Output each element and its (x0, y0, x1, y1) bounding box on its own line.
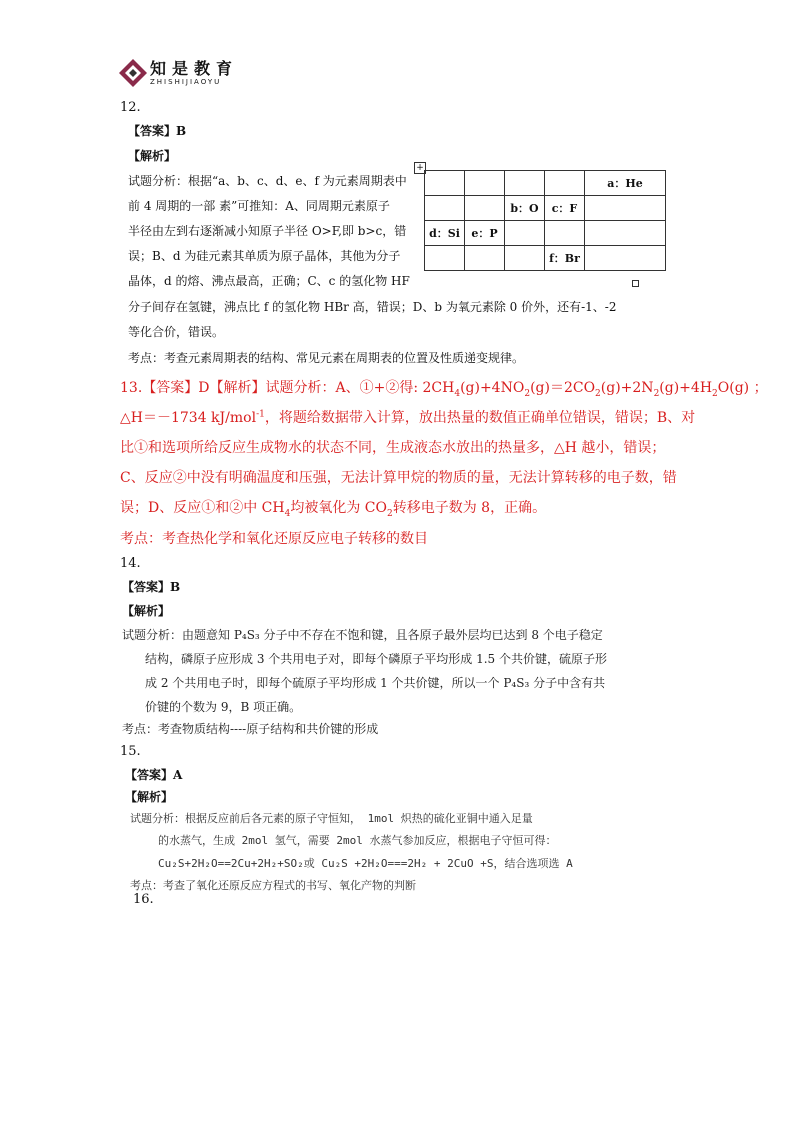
q12-line: 半径由左到右逐渐减小知原子半径 O>F,即 b>c，错 (128, 224, 407, 238)
table-cell (465, 246, 505, 271)
q13-line: 误；D、反应①和②中 $CH_4$均被氧化为 $CO_2$转移电子数为 8，正确。 (120, 500, 547, 519)
table-cell (585, 221, 666, 246)
table-cell (465, 196, 505, 221)
q12-kaodian: 考点：考查元素周期表的结构、常见元素在周期表的位置及性质递变规律。 (128, 351, 525, 365)
table-cell (505, 221, 545, 246)
q15-line: Cu₂S+2H₂O==2Cu+2H₂+SO₂或 Cu₂S +2H₂O===2H₂ + 2CuO +S，结合选项选 A (158, 857, 573, 870)
table-cell (545, 221, 585, 246)
table-cell: f：Br (545, 246, 585, 271)
q15-answer: 【答案】A (125, 768, 183, 782)
q12-line: 晶体，d 的熔、沸点最高，正确；C、c 的氢化物 HF (128, 274, 410, 288)
q14-answer: 【答案】B (122, 580, 181, 594)
q13-kaodian: 考点：考查热化学和氧化还原反应电子转移的数目 (120, 531, 428, 547)
q15-kaodian: 考点：考查了氧化还原反应方程式的书写、氧化产物的判断 (130, 879, 416, 892)
table-cell (545, 171, 585, 196)
q12-answer: 【答案】B (128, 124, 187, 138)
q12-analysis-label: 【解析】 (128, 149, 177, 163)
q13-line: 比①和选项所给反应生成物水的状态不同，生成液态水放出的热量多，△H 越小，错误； (120, 440, 666, 456)
table-resize-handle-icon[interactable] (632, 280, 639, 287)
table-cell (465, 171, 505, 196)
table-cell: e：P (465, 221, 505, 246)
q14-line: 价键的个数为 9，B 项正确。 (145, 700, 302, 714)
q13-line: △H＝－1734 kJ/mol$^{-1}$，将题给数据带入计算，放出热量的数值正确单位错误，错误；B、对 (120, 409, 696, 426)
q16-number: 16. (133, 892, 154, 907)
q14-number: 14. (120, 556, 141, 571)
table-cell (425, 246, 465, 271)
logo-diamond-icon (118, 58, 148, 88)
periodic-table-fragment (424, 170, 666, 271)
logo-subtext: ZHISHIJIAOYU (150, 78, 222, 86)
table-cell (585, 196, 666, 221)
q12-line: 等化合价，错误。 (128, 325, 225, 339)
table-cell: c：F (545, 196, 585, 221)
q12-line: 分子间存在氢键，沸点比 f 的氢化物 HBr 高，错误；D、b 为氧元素除 0 价外，还有-1、-2 (128, 300, 617, 314)
q14-analysis-label: 【解析】 (122, 604, 171, 618)
q13-line: 13.【答案】D【解析】试题分析：A、①+②得: $2CH_4(g)+4NO_2(g)=2CO_2(g)+2N_2(g)+4H_2O(g)$ ； (120, 380, 768, 399)
table-cell (425, 171, 465, 196)
q15-line: 的水蒸气，生成 2mol 氢气，需要 2mol 水蒸气参加反应，根据电子守恒可得： (158, 834, 557, 847)
q12-line: 误；B、d 为硅元素其单质为原子晶体，其他为分子 (128, 249, 401, 263)
table-cell (425, 196, 465, 221)
q14-line: 试题分析：由题意知 P₄S₃ 分子中不存在不饱和键，且各原子最外层均已达到 8 个电子稳定 (122, 628, 603, 642)
q12-line: 试题分析：根据“a、b、c、d、e、f 为元素周期表中 (128, 174, 407, 188)
table-cell (585, 246, 666, 271)
q14-line: 结构，磷原子应形成 3 个共用电子对，即每个磷原子平均形成 1.5 个共价键，硫原子形 (145, 652, 607, 666)
table-move-handle-icon[interactable]: + (414, 162, 426, 174)
q12-number: 12. (120, 100, 141, 115)
table-cell: d：Si (425, 221, 465, 246)
q15-analysis-label: 【解析】 (125, 790, 174, 804)
q13-line: C、反应②中没有明确温度和压强，无法计算甲烷的物质的量，无法计算转移的电子数，错 (120, 470, 677, 486)
q12-line: 前 4 周期的一部 素”可推知：A、同周期元素原子 (128, 199, 390, 213)
q14-kaodian: 考点：考查物质结构----原子结构和共价键的形成 (122, 722, 379, 736)
table-cell (505, 171, 545, 196)
logo-text: 知是教育 (150, 59, 239, 78)
logo (118, 58, 239, 88)
q14-line: 成 2 个共用电子时，即每个硫原子平均形成 1 个共价键，所以一个 P₄S₃ 分子中含有共 (145, 676, 606, 690)
table-cell (505, 246, 545, 271)
q15-line: 试题分析：根据反应前后各元素的原子守恒知， 1mol 炽热的硫化亚铜中通入足量 (130, 812, 533, 825)
table-cell: b：O (505, 196, 545, 221)
table-cell: a：He (585, 171, 666, 196)
q15-number: 15. (120, 744, 141, 759)
